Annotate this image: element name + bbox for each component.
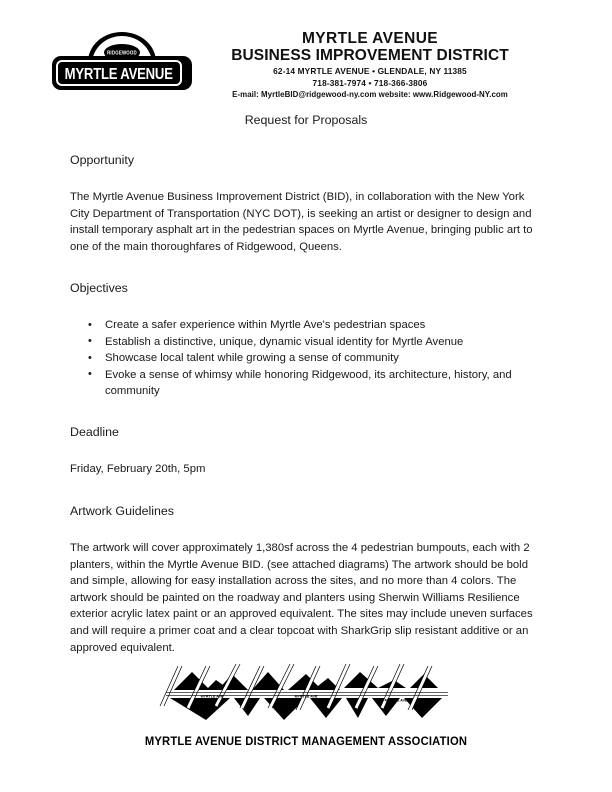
page-title: Request for Proposals [244, 113, 368, 127]
logo-ridgewood-text: RIDGEWOOD [107, 49, 137, 56]
footer-block [0, 660, 612, 748]
myrtle-avenue-logo [52, 32, 192, 90]
org-name-line-1: MYRTLE AVENUE [301, 30, 439, 47]
list-item: • Establish a distinctive, unique, dynamic visual identity for Myrtle Avenue [105, 334, 540, 350]
spacer [70, 255, 540, 280]
district-map-logo-icon [156, 660, 456, 732]
letterhead-header [0, 22, 612, 102]
spacer [70, 296, 540, 317]
org-name-line-2: BUSINESS IMPROVEMENT DISTRICT [231, 47, 509, 64]
spacer [70, 478, 540, 503]
heading-opportunity: Opportunity [70, 153, 135, 167]
heading-artwork-guidelines: Artwork Guidelines [70, 504, 174, 518]
list-item: • Evoke a sense of whimsy while honoring Ridgewood, its architecture, history, and community [105, 367, 540, 400]
logo-myrtle-avenue-text: MYRTLE AVENUE [64, 64, 174, 82]
spacer [70, 440, 540, 461]
spacer [70, 519, 540, 540]
footer-caption: MYRTLE AVENUE DISTRICT MANAGEMENT ASSOCIATION [144, 735, 468, 749]
paragraph-opportunity: The Myrtle Avenue Business Improvement District (BID), in collaboration with the New York City Department of Transportation (NYC DOT), is seeking an artist or designer to design and install temporary asphalt art in the pedestrian spaces on Myrtle Avenue, bringing public art to one of the main thoroughfares of Ridgewood, Queens. [70, 191, 533, 253]
heading-deadline: Deadline [70, 425, 119, 440]
body-column [70, 152, 540, 656]
paragraph-artwork-guidelines: The artwork will cover approximately 1,380sf across the 4 pedestrian bumpouts, each with 2 planters, within the Myrtle Avenue BID. (see attached diagrams) The artwork should be bold and simple, allowing for easy installation across the sites, and no more than 4 colors. The artwork should be painted on the roadway and planters using Sherwin Williams Resilience exterior acrylic latex paint or an approved equivalent. The sites may include uneven surfaces and will require a primer coat and a clear topcoat with SharkGrip slip resistant additive or an approved equivalent. [70, 542, 533, 654]
organization-info [200, 30, 540, 101]
spacer [70, 168, 540, 189]
list-item: • Create a safer experience within Myrtle Ave's pedestrian spaces [105, 317, 540, 333]
map-street-label: MYRTLE AVE [200, 694, 224, 699]
logo-sign-plate-border [56, 60, 182, 86]
org-email-website: E-mail: MyrtleBID@ridgewood-ny.com website: www.Ridgewood-NY.com [232, 90, 508, 99]
org-address: 62-14 MYRTLE AVENUE • GLENDALE, NY 11385 [273, 66, 467, 76]
org-phone-numbers: 718-381-7974 • 718-366-3806 [312, 77, 428, 88]
objectives-list [70, 317, 540, 399]
list-item: • Showcase local talent while growing a sense of community [105, 350, 540, 366]
map-street-label: MYRTLE AVE [294, 694, 318, 699]
heading-objectives: Objectives [70, 281, 128, 296]
map-street-label: MYRTLE AVE [384, 698, 408, 703]
paragraph-deadline: Friday, February 20th, 5pm [70, 463, 206, 476]
document-body [0, 112, 612, 656]
spacer [70, 399, 540, 424]
